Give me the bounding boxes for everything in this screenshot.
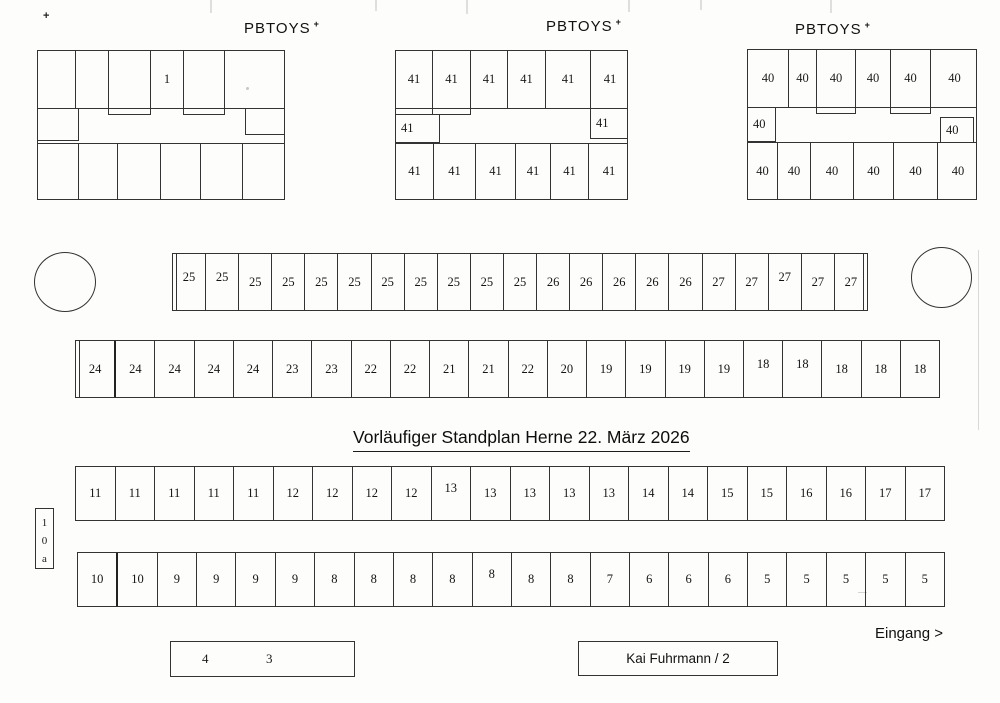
booth-row-24-18	[75, 340, 940, 398]
booth-number: 4	[202, 651, 209, 666]
booth-cell: 13	[511, 467, 551, 520]
booth-cell	[38, 144, 79, 199]
pillar-circle-left	[34, 252, 96, 312]
booth-cell: 26	[669, 254, 702, 310]
booth-cell: 13	[590, 467, 630, 520]
booth-cell: 40	[894, 143, 938, 199]
booth-cell: 23	[273, 341, 312, 397]
block-corridor	[38, 109, 284, 143]
booth-cell: 5	[787, 553, 826, 606]
booth-cell: 26	[537, 254, 570, 310]
booth-cell: 22	[509, 341, 548, 397]
booth-cell: 27	[736, 254, 769, 310]
booth-cell: 40	[811, 143, 854, 199]
scan-streak	[700, 0, 702, 10]
booth-cell: 15	[748, 467, 788, 520]
booth-cell: 24	[195, 341, 234, 397]
entrance-label: Eingang >	[875, 625, 943, 642]
booth-cell: 18	[822, 341, 861, 397]
booth-cell: 41	[396, 51, 433, 108]
block-top-row	[748, 50, 976, 108]
booth-cell: 9	[158, 553, 197, 606]
booth-cell: 8	[315, 553, 354, 606]
booth-cell: 25	[206, 254, 239, 310]
booth-cell: 11	[195, 467, 235, 520]
booth-cell: 5	[827, 553, 866, 606]
organizer-booth	[578, 641, 778, 676]
vendor-block-41	[395, 50, 628, 200]
booth-cell: 40	[891, 50, 931, 107]
booth-cell	[161, 144, 201, 199]
vendor-label-left	[244, 19, 320, 37]
booth-cell: 41	[603, 72, 617, 86]
booth-cell: 41	[395, 114, 440, 143]
booth-cell: 24	[234, 341, 273, 397]
booth-cell: 10	[78, 553, 118, 606]
booth-cell: 18	[744, 341, 783, 397]
booth-cell: 24	[116, 341, 155, 397]
booth-cell: 25	[272, 254, 305, 310]
booth-cell: 40	[748, 143, 778, 199]
booth-cell: 22	[391, 341, 430, 397]
booth-cell: 40	[748, 50, 789, 107]
booth-cell: 25	[471, 254, 504, 310]
block-corridor	[748, 108, 976, 142]
booth-cell: 40	[854, 143, 894, 199]
booth-cell: 13	[432, 467, 472, 520]
booth-cell: 41	[471, 51, 508, 108]
booth-10a-line: 1	[41, 517, 48, 529]
booth-cell: 6	[669, 553, 708, 606]
booth-cell: 25	[338, 254, 371, 310]
booth-cell: 26	[636, 254, 669, 310]
booth-cell: 40	[789, 50, 817, 107]
booth-cell: 23	[312, 341, 351, 397]
booth-cell	[184, 51, 225, 108]
booth-cell: 27	[703, 254, 736, 310]
booth-number: 3	[266, 651, 273, 666]
scan-streak	[830, 0, 832, 13]
booth-cell: 18	[913, 361, 927, 376]
booth-cell: 41	[434, 144, 476, 199]
booth-cell	[245, 108, 285, 135]
vendor-block-40	[747, 49, 977, 200]
booth-row-25-27	[172, 253, 868, 311]
scan-edge-line	[978, 250, 979, 430]
booth-cell	[243, 144, 286, 199]
booth-cell: 14	[669, 467, 709, 520]
arrow-mark-icon: +	[313, 19, 320, 29]
booth-cell: 24	[76, 341, 116, 397]
booth-cell: 41	[590, 108, 628, 139]
booth-cell: 12	[274, 467, 314, 520]
booth-cell	[38, 51, 76, 108]
booth-cell: 22	[352, 341, 391, 397]
booth-cell: 5	[748, 553, 787, 606]
booth-cell	[201, 144, 243, 199]
booth-cell: 40	[778, 143, 811, 199]
booth-cell: 9	[236, 553, 275, 606]
booth-cell	[225, 51, 286, 108]
booth-cell: 25	[239, 254, 272, 310]
booth-cell: 18	[783, 341, 822, 397]
vendor-name: PBTOYS	[244, 20, 311, 37]
booth-cell: 41	[516, 144, 551, 199]
booth-cell: 8	[355, 553, 394, 606]
booth-cell: 21	[430, 341, 469, 397]
booth-cell: 13	[471, 467, 511, 520]
booth-cell: 14	[629, 467, 669, 520]
booth-cell: 13	[550, 467, 590, 520]
booth-cell: 27	[844, 274, 858, 289]
booth-cell: 25	[438, 254, 471, 310]
booth-cell: 40	[747, 107, 776, 142]
scan-streak	[466, 0, 468, 14]
booth-cell: 41	[551, 144, 589, 199]
booth-cell: 8	[473, 553, 512, 606]
booth-cell: 12	[353, 467, 393, 520]
booth-cell	[37, 108, 79, 141]
booth-cell: 24	[155, 341, 194, 397]
booth-cell	[79, 144, 118, 199]
booth-cell: 25	[372, 254, 405, 310]
booth-cell: 6	[630, 553, 669, 606]
booth-cell: 11	[155, 467, 195, 520]
booth-cell: 15	[708, 467, 748, 520]
booth-cell: 8	[551, 553, 590, 606]
booth-cell: 12	[313, 467, 353, 520]
booth-cell: 41	[433, 51, 471, 108]
scan-streak	[628, 0, 630, 12]
booth-cell: 9	[197, 553, 236, 606]
booth-10a	[35, 508, 54, 569]
booth-row-10-5	[77, 552, 945, 607]
booth-row-11-17	[75, 466, 945, 521]
vendor-name: PBTOYS	[795, 21, 862, 38]
booth-cell	[118, 144, 161, 199]
booth-cell	[109, 51, 151, 108]
booth-cell: 27	[802, 254, 835, 310]
booth-cell: 5	[921, 572, 928, 586]
booth-cell: 21	[469, 341, 508, 397]
block-top-row	[38, 51, 284, 109]
block-bottom-row	[748, 142, 976, 199]
booth-cell: 41	[396, 144, 434, 199]
booth-cell: 25	[504, 254, 537, 310]
booth-cell: 40	[817, 50, 856, 107]
booth-cell: 19	[705, 341, 744, 397]
booth-cell: 18	[862, 341, 901, 397]
booth-cell: 41	[602, 164, 616, 178]
booth-cell: 17	[866, 467, 906, 520]
booth-cell: 8	[433, 553, 472, 606]
block-top-row	[396, 51, 627, 109]
scan-streak	[210, 0, 212, 13]
booth-cell: 8	[512, 553, 551, 606]
booth-cell: 11	[234, 467, 274, 520]
registration-mark: +	[43, 10, 50, 22]
scan-streak	[375, 0, 377, 11]
booth-4-3	[170, 641, 355, 677]
booth-cell: 7	[591, 553, 630, 606]
booth-cell: 9	[276, 553, 315, 606]
booth-cell: 16	[827, 467, 867, 520]
block-bottom-row	[396, 143, 627, 199]
booth-cell: 5	[866, 553, 905, 606]
booth-cell: 26	[603, 254, 636, 310]
booth-cell: 41	[546, 51, 591, 108]
vendor-label-right	[795, 20, 871, 38]
booth-cell: 16	[787, 467, 827, 520]
booth-cell: 17	[918, 486, 931, 500]
booth-cell: 41	[508, 51, 546, 108]
pillar-circle-right	[911, 247, 972, 308]
booth-cell: 40	[940, 117, 974, 143]
booth-cell: 6	[709, 553, 748, 606]
booth-cell: 19	[587, 341, 626, 397]
plan-title: Vorläufiger Standplan Herne 22. März 2026	[353, 427, 690, 452]
block-bottom-row	[38, 143, 284, 199]
booth-cell: 40	[951, 163, 965, 178]
organizer-booth-label: Kai Fuhrmann / 2	[626, 651, 730, 666]
booth-cell: 12	[392, 467, 432, 520]
booth-cell	[76, 51, 109, 108]
booth-cell: 1	[151, 51, 184, 108]
arrow-mark-icon: +	[864, 20, 871, 30]
booth-cell: 20	[548, 341, 587, 397]
vendor-name: PBTOYS	[546, 18, 613, 35]
booth-cell: 41	[476, 144, 516, 199]
booth-cell: 26	[570, 254, 603, 310]
booth-cell: 11	[76, 467, 116, 520]
booth-cell: 11	[116, 467, 156, 520]
booth-10a-line: 0	[41, 535, 48, 548]
arrow-mark-icon: +	[615, 17, 622, 27]
booth-cell: 25	[405, 254, 438, 310]
booth-cell: 40	[948, 71, 961, 85]
vendor-block-1	[37, 50, 285, 200]
block-corridor	[396, 109, 627, 143]
booth-cell: 25	[173, 254, 206, 310]
booth-cell: 19	[626, 341, 665, 397]
booth-cell: 25	[305, 254, 338, 310]
booth-cell: 10	[118, 553, 157, 606]
vendor-label-middle	[546, 17, 622, 35]
booth-cell: 19	[666, 341, 705, 397]
booth-10a-line: a	[42, 553, 47, 566]
booth-cell: 27	[769, 254, 802, 310]
booth-cell: 40	[856, 50, 891, 107]
booth-cell: 8	[394, 553, 433, 606]
